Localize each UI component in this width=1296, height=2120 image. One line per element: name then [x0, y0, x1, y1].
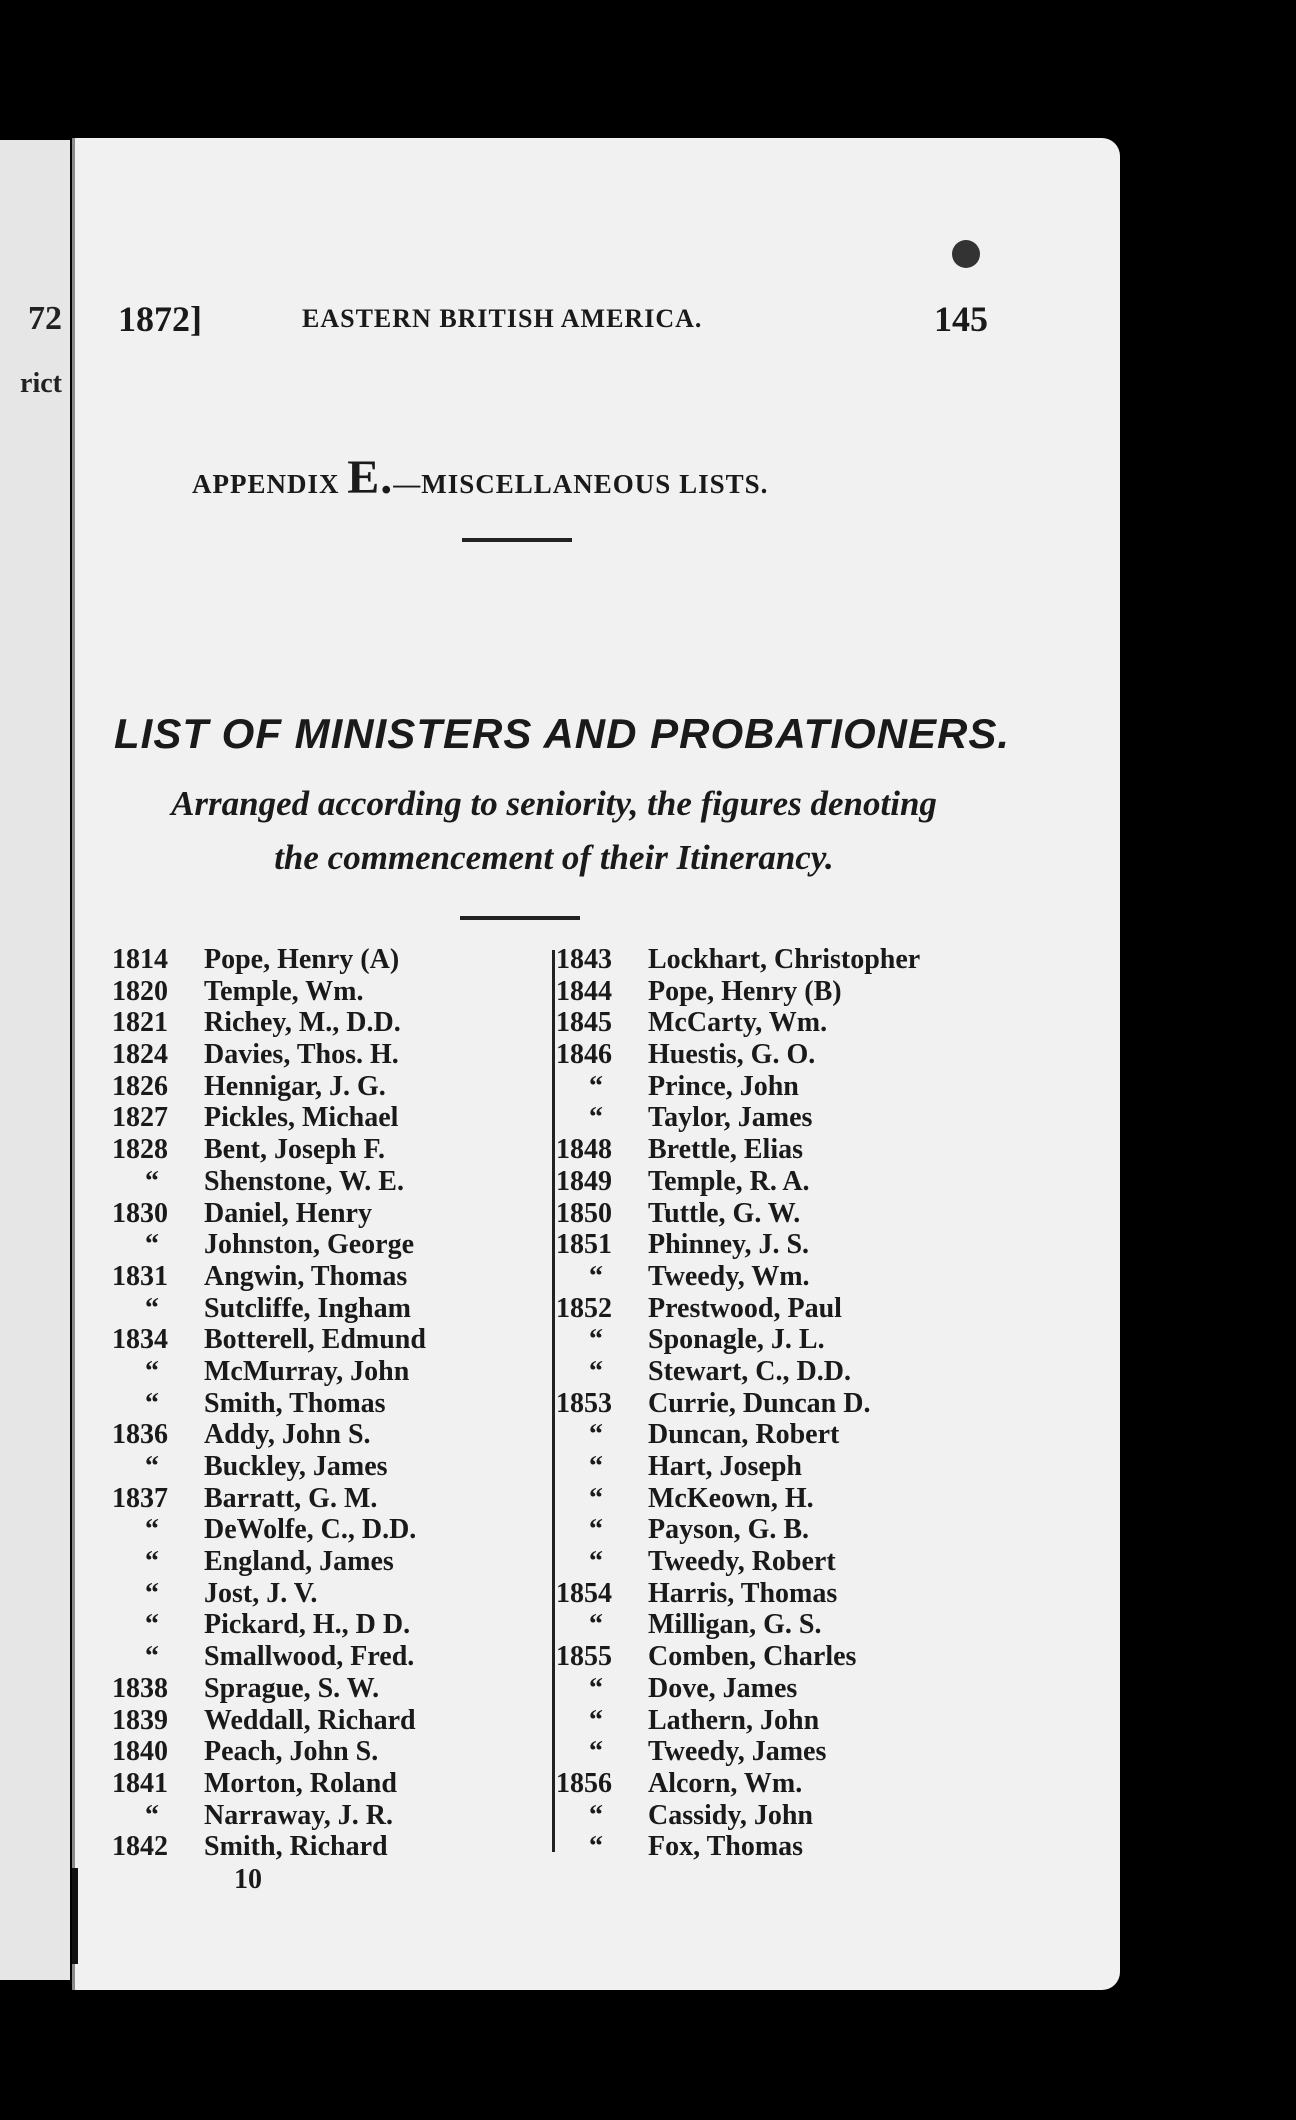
entry-name: Davies, Thos. H.	[204, 1039, 399, 1071]
list-item	[112, 1293, 532, 1325]
entry-name: McMurray, John	[204, 1355, 410, 1387]
entry-year: 1826	[112, 1070, 168, 1102]
previous-page-fragment: rict	[20, 368, 62, 399]
entry-year: “	[589, 1102, 603, 1134]
entry-name: Currie, Duncan D.	[648, 1387, 871, 1419]
entry-name: McKeown, H.	[648, 1482, 814, 1514]
list-item	[112, 1007, 532, 1039]
entry-name: Prestwood, Paul	[648, 1292, 842, 1324]
list-item	[112, 1800, 532, 1832]
entry-name: Temple, Wm.	[204, 975, 364, 1007]
list-item	[112, 1483, 532, 1515]
entry-name: Sprague, S. W.	[204, 1672, 380, 1704]
entry-name: Johnston, George	[204, 1229, 414, 1261]
entry-name: Narraway, J. R.	[204, 1799, 393, 1831]
entry-name: Cassidy, John	[648, 1799, 813, 1831]
entry-year: “	[145, 1577, 159, 1609]
list-item	[112, 944, 532, 976]
list-item	[556, 1578, 996, 1610]
entry-name: Peach, John S.	[204, 1736, 379, 1768]
list-item	[556, 1514, 996, 1546]
entry-name: Phinney, J. S.	[648, 1229, 810, 1261]
entry-year: “	[589, 1799, 603, 1831]
list-item	[112, 976, 532, 1008]
list-item	[112, 1324, 532, 1356]
left-column	[112, 944, 532, 1863]
entry-year: 1820	[112, 975, 168, 1007]
list-item	[112, 1388, 532, 1420]
entry-year: 1841	[112, 1767, 168, 1799]
entry-year: 1839	[112, 1704, 168, 1736]
list-item	[556, 1166, 996, 1198]
entry-year: 1853	[556, 1387, 612, 1419]
entry-name: Buckley, James	[204, 1451, 388, 1482]
appendix-letter: E.	[347, 451, 394, 504]
entry-year: 1831	[112, 1260, 168, 1292]
entry-name: Duncan, Robert	[648, 1419, 840, 1451]
entry-year: 1852	[556, 1292, 612, 1324]
entry-year: 1844	[556, 975, 612, 1007]
entry-name: Comben, Charles	[648, 1641, 857, 1673]
divider-rule	[460, 916, 580, 920]
entry-name: Fox, Thomas	[648, 1831, 804, 1863]
list-item	[556, 1673, 996, 1705]
list-item	[556, 1546, 996, 1578]
entry-year: “	[589, 1070, 603, 1102]
list-item	[112, 1071, 532, 1103]
column-divider	[552, 950, 555, 1852]
entry-year: “	[589, 1324, 603, 1356]
previous-page-fragment: 72	[28, 300, 62, 337]
list-item	[112, 1609, 532, 1641]
list-item	[556, 1261, 996, 1293]
entry-name: Richey, M., D.D.	[204, 1007, 401, 1039]
list-item	[112, 1641, 532, 1673]
list-item	[112, 1356, 532, 1388]
entry-name: Smith, Thomas	[204, 1387, 386, 1419]
list-item	[112, 1198, 532, 1230]
entry-year: “	[145, 1451, 159, 1482]
list-item	[556, 1451, 996, 1483]
appendix-prefix: APPENDIX	[192, 469, 340, 499]
right-column	[556, 944, 996, 1863]
entry-name: Smallwood, Fred.	[204, 1641, 415, 1673]
entry-name: Lathern, John	[648, 1704, 820, 1736]
entry-name: Smith, Richard	[204, 1831, 388, 1863]
entry-year: 1845	[556, 1007, 612, 1039]
entry-year: “	[145, 1355, 159, 1387]
entry-year: “	[589, 1672, 603, 1704]
entry-year: “	[589, 1704, 603, 1736]
entry-name: Morton, Roland	[204, 1767, 397, 1799]
entry-year: 1850	[556, 1197, 612, 1229]
entry-name: DeWolfe, C., D.D.	[204, 1514, 417, 1546]
book-page	[72, 138, 1120, 1990]
entry-name: Sponagle, J. L.	[648, 1324, 825, 1356]
entry-name: Huestis, G. O.	[648, 1039, 816, 1071]
appendix-heading	[192, 450, 932, 505]
list-item	[556, 1483, 996, 1515]
entry-name: Alcorn, Wm.	[648, 1767, 803, 1799]
entry-year: 1854	[556, 1577, 612, 1609]
entry-year: 1830	[112, 1197, 168, 1229]
entry-year: 1855	[556, 1641, 612, 1673]
entry-year: 1834	[112, 1324, 168, 1356]
list-item	[556, 1229, 996, 1261]
entry-year: 1843	[556, 944, 612, 975]
gutter-line	[72, 138, 75, 1990]
list-item	[112, 1705, 532, 1737]
entry-year: “	[589, 1419, 603, 1451]
list-item	[112, 1229, 532, 1261]
entry-name: England, James	[204, 1546, 394, 1578]
entry-year: “	[145, 1799, 159, 1831]
list-item	[556, 1134, 996, 1166]
entry-name: Pickles, Michael	[204, 1102, 399, 1134]
list-item	[112, 1673, 532, 1705]
list-item	[556, 1102, 996, 1134]
appendix-suffix: —MISCELLANEOUS LISTS.	[393, 469, 769, 499]
entry-year: 1848	[556, 1134, 612, 1166]
entry-year: 1837	[112, 1482, 168, 1514]
entry-name: Milligan, G. S.	[648, 1609, 822, 1641]
list-item	[556, 1039, 996, 1071]
entry-year: 1849	[556, 1165, 612, 1197]
entry-year: “	[589, 1451, 603, 1482]
entry-name: Pope, Henry (B)	[648, 975, 842, 1007]
entry-name: Tweedy, Wm.	[648, 1260, 810, 1292]
entry-name: Temple, R. A.	[648, 1165, 810, 1197]
entry-year: 1842	[112, 1831, 168, 1863]
entry-year: “	[589, 1736, 603, 1768]
entry-name: Pickard, H., D D.	[204, 1609, 411, 1641]
entry-name: Prince, John	[648, 1070, 799, 1102]
entry-name: Pope, Henry (A)	[204, 944, 400, 975]
entry-name: Tweedy, Robert	[648, 1546, 836, 1578]
minister-list	[112, 944, 992, 1874]
entry-name: Hennigar, J. G.	[204, 1070, 386, 1102]
list-item	[556, 1356, 996, 1388]
entry-name: Sutcliffe, Ingham	[204, 1292, 411, 1324]
entry-year: 1821	[112, 1007, 168, 1039]
list-item	[112, 1831, 532, 1863]
list-item	[112, 1134, 532, 1166]
list-item	[112, 1736, 532, 1768]
entry-name: Taylor, James	[648, 1102, 813, 1134]
entry-year: “	[145, 1229, 159, 1261]
list-item	[556, 1641, 996, 1673]
list-item	[556, 1768, 996, 1800]
list-item	[112, 1102, 532, 1134]
entry-year: 1840	[112, 1736, 168, 1768]
entry-year: 1828	[112, 1134, 168, 1166]
entry-name: Payson, G. B.	[648, 1514, 810, 1546]
entry-year: 1836	[112, 1419, 168, 1451]
running-head-year: 1872]	[118, 299, 202, 339]
binding-mark	[72, 1868, 78, 1964]
entry-name: Jost, J. V.	[204, 1577, 318, 1609]
entry-name: Dove, James	[648, 1672, 798, 1704]
entry-name: Bent, Joseph F.	[204, 1134, 386, 1166]
list-item	[556, 1007, 996, 1039]
entry-year: “	[145, 1609, 159, 1641]
list-item	[556, 976, 996, 1008]
entry-name: Tweedy, James	[648, 1736, 827, 1768]
entry-name: Hart, Joseph	[648, 1451, 802, 1482]
entry-name: Barratt, G. M.	[204, 1482, 378, 1514]
list-item	[556, 1800, 996, 1832]
entry-year: 1827	[112, 1102, 168, 1134]
entry-year: “	[145, 1641, 159, 1673]
page-number: 145	[934, 299, 988, 339]
list-item	[112, 1166, 532, 1198]
running-head-title: EASTERN BRITISH AMERICA.	[302, 304, 703, 333]
entry-name: Addy, John S.	[204, 1419, 371, 1451]
entry-name: Shenstone, W. E.	[204, 1165, 404, 1197]
entry-name: Harris, Thomas	[648, 1577, 838, 1609]
entry-year: “	[589, 1609, 603, 1641]
list-item	[112, 1768, 532, 1800]
entry-year: 1846	[556, 1039, 612, 1071]
subtitle-line-2: the commencement of their Itinerancy.	[274, 838, 834, 877]
subtitle-line-1: Arranged according to seniority, the figures denoting	[171, 784, 937, 823]
entry-name: Lockhart, Christopher	[648, 944, 921, 975]
list-item	[556, 1198, 996, 1230]
entry-year: “	[145, 1165, 159, 1197]
entry-name: Tuttle, G. W.	[648, 1197, 801, 1229]
entry-year: “	[589, 1355, 603, 1387]
entry-name: Angwin, Thomas	[204, 1260, 408, 1292]
ink-spot	[952, 240, 980, 268]
entry-year: “	[145, 1546, 159, 1578]
entry-year: “	[589, 1260, 603, 1292]
list-item	[556, 1831, 996, 1863]
list-item	[556, 1419, 996, 1451]
entry-name: Daniel, Henry	[204, 1197, 372, 1229]
divider-rule	[462, 538, 572, 542]
entry-name: Brettle, Elias	[648, 1134, 804, 1166]
list-item	[112, 1419, 532, 1451]
entry-year: 1851	[556, 1229, 612, 1261]
list-title: LIST OF MINISTERS AND PROBATIONERS.	[114, 710, 1011, 757]
entry-name: Weddall, Richard	[204, 1704, 416, 1736]
list-item	[556, 944, 996, 976]
list-item	[112, 1546, 532, 1578]
entry-year: 1856	[556, 1767, 612, 1799]
list-item	[556, 1071, 996, 1103]
entry-year: “	[145, 1387, 159, 1419]
list-item	[112, 1261, 532, 1293]
list-item	[556, 1293, 996, 1325]
entry-name: Botterell, Edmund	[204, 1324, 426, 1356]
list-item	[556, 1388, 996, 1420]
list-item	[112, 1514, 532, 1546]
list-item	[112, 1039, 532, 1071]
entry-year: 1838	[112, 1672, 168, 1704]
entry-year: 1824	[112, 1039, 168, 1071]
entry-year: 1814	[112, 944, 168, 975]
entry-year: “	[145, 1514, 159, 1546]
list-item	[556, 1609, 996, 1641]
running-head	[118, 298, 988, 348]
entry-year: “	[589, 1546, 603, 1578]
entry-name: Stewart, C., D.D.	[648, 1355, 851, 1387]
entry-year: “	[145, 1292, 159, 1324]
list-item	[112, 1578, 532, 1610]
entry-name: McCarty, Wm.	[648, 1007, 828, 1039]
previous-page-edge	[0, 140, 70, 1980]
list-item	[556, 1736, 996, 1768]
entry-year: “	[589, 1514, 603, 1546]
list-item	[112, 1451, 532, 1483]
entry-year: “	[589, 1482, 603, 1514]
list-item	[556, 1324, 996, 1356]
signature-mark: 10	[234, 1864, 262, 1895]
entry-year: “	[589, 1831, 603, 1863]
list-item	[556, 1705, 996, 1737]
